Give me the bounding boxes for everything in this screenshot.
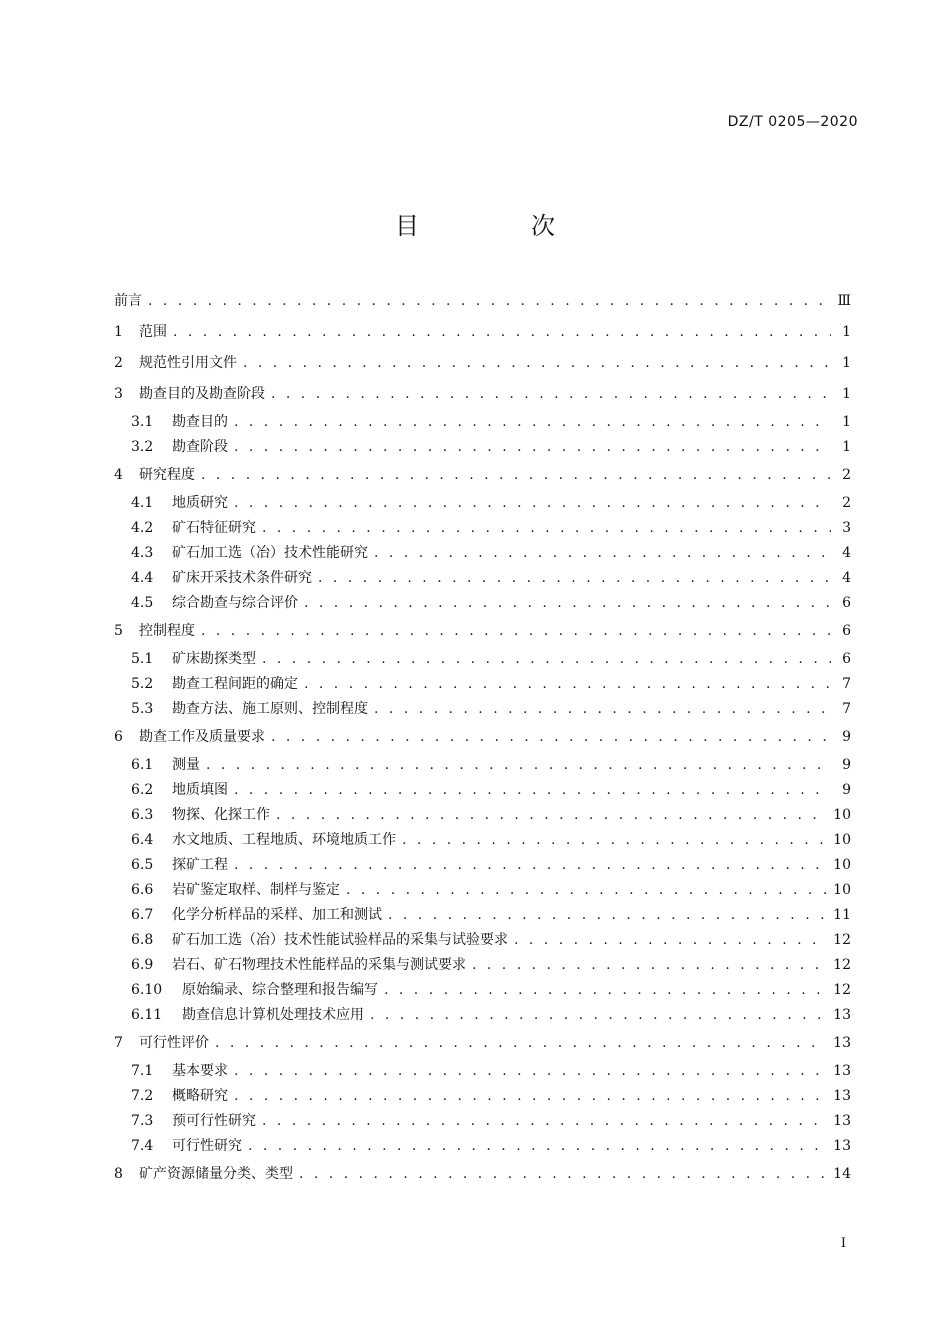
toc-entry-number: 4.3 [131, 545, 154, 561]
toc-entry-page: 9 [842, 757, 851, 773]
toc-entry-number: 5.1 [131, 651, 154, 667]
toc-entry-page: 1 [842, 414, 851, 430]
toc-entry-page: 13 [833, 1063, 851, 1079]
page-title: 目 次 [395, 212, 599, 240]
toc-entry-number: 5 [114, 623, 123, 639]
toc-dot-leader [243, 348, 831, 379]
toc-dot-leader [262, 647, 831, 672]
toc-subentry[interactable] [114, 778, 851, 803]
toc-dot-leader [384, 978, 827, 1003]
toc-dot-leader [271, 722, 831, 753]
toc-entry-page: 14 [833, 1166, 851, 1182]
toc-entry-title: 矿床开采技术条件研究 [172, 570, 312, 586]
toc-entry-title: 概略研究 [172, 1088, 228, 1104]
toc-entry-number: 4.2 [131, 520, 154, 536]
toc-subentry[interactable] [114, 803, 851, 828]
toc-entry-title: 岩矿鉴定取样、制样与鉴定 [172, 882, 340, 898]
toc-dot-leader [304, 672, 831, 697]
toc-entry-page: 13 [833, 1007, 851, 1023]
toc-entry-number: 4.1 [131, 495, 154, 511]
toc-entry-title: 地质填图 [172, 782, 228, 798]
toc-subentry[interactable] [114, 953, 851, 978]
toc-entry-number: 6.7 [131, 907, 154, 923]
toc-entry-title: 矿产资源储量分类、类型 [139, 1166, 293, 1182]
toc-entry-title: 矿石特征研究 [172, 520, 256, 536]
toc-subentry[interactable] [114, 853, 851, 878]
toc-entry-title: 物探、化探工作 [172, 807, 270, 823]
toc-entry[interactable] [114, 1028, 851, 1059]
toc-subentry[interactable] [114, 491, 851, 516]
toc-entry-number: 6.6 [131, 882, 154, 898]
toc-entry-title: 岩石、矿石物理技术性能样品的采集与测试要求 [172, 957, 466, 973]
toc-entry-title: 测量 [172, 757, 200, 773]
toc-entry-number: 4.4 [131, 570, 154, 586]
toc-dot-leader [248, 1134, 827, 1159]
table-of-contents [114, 286, 851, 1190]
toc-subentry[interactable] [114, 410, 851, 435]
toc-entry-number: 7.4 [131, 1138, 154, 1154]
toc-entry-number: 3 [114, 386, 123, 402]
toc-entry-page: 10 [833, 882, 851, 898]
toc-entry[interactable] [114, 460, 851, 491]
toc-dot-leader [201, 616, 831, 647]
toc-subentry[interactable] [114, 1109, 851, 1134]
toc-entry-page: 2 [842, 467, 851, 483]
toc-entry-page: 6 [842, 651, 851, 667]
toc-dot-leader [206, 753, 831, 778]
toc-entry-number: 4 [114, 467, 123, 483]
toc-dot-leader [388, 903, 827, 928]
toc-subentry[interactable] [114, 435, 851, 460]
toc-entry-title: 地质研究 [172, 495, 228, 511]
toc-entry-page: 2 [842, 495, 851, 511]
toc-entry-page: 6 [842, 595, 851, 611]
toc-subentry[interactable] [114, 1134, 851, 1159]
toc-entry-title: 基本要求 [172, 1063, 228, 1079]
toc-entry-page: 11 [833, 907, 851, 923]
toc-entry-page: Ⅲ [837, 293, 851, 309]
toc-dot-leader [234, 1084, 827, 1109]
toc-entry-title: 勘查阶段 [172, 439, 228, 455]
toc-entry-title: 水文地质、工程地质、环境地质工作 [172, 832, 396, 848]
toc-dot-leader [234, 435, 831, 460]
toc-entry-number: 6.9 [131, 957, 154, 973]
toc-entry-page: 6 [842, 623, 851, 639]
toc-subentry[interactable] [114, 903, 851, 928]
toc-entry-number: 6.8 [131, 932, 154, 948]
toc-entry-page: 10 [833, 857, 851, 873]
toc-entry-title: 控制程度 [139, 623, 195, 639]
toc-subentry[interactable] [114, 1003, 851, 1028]
toc-subentry[interactable] [114, 516, 851, 541]
toc-entry-page: 4 [842, 570, 851, 586]
toc-entry-number: 5.3 [131, 701, 154, 717]
toc-dot-leader [514, 928, 827, 953]
toc-entry-page: 12 [833, 957, 851, 973]
toc-subentry[interactable] [114, 1084, 851, 1109]
toc-entry-number: 6.5 [131, 857, 154, 873]
toc-entry-title: 矿床勘探类型 [172, 651, 256, 667]
toc-entry-number: 5.2 [131, 676, 154, 692]
toc-entry-title: 矿石加工选（冶）技术性能试验样品的采集与试验要求 [172, 932, 508, 948]
toc-subentry[interactable] [114, 828, 851, 853]
toc-entry[interactable] [114, 379, 851, 410]
toc-entry[interactable] [114, 286, 851, 317]
toc-entry-number: 3.2 [131, 439, 154, 455]
toc-dot-leader [234, 410, 831, 435]
toc-entry-number: 2 [114, 355, 123, 371]
toc-entry[interactable] [114, 317, 851, 348]
toc-subentry[interactable] [114, 878, 851, 903]
toc-dot-leader [374, 697, 831, 722]
toc-subentry[interactable] [114, 1059, 851, 1084]
toc-entry-title: 前言 [114, 293, 142, 309]
toc-subentry[interactable] [114, 978, 851, 1003]
toc-dot-leader [234, 778, 831, 803]
toc-dot-leader [304, 591, 831, 616]
toc-entry-title: 可行性研究 [172, 1138, 242, 1154]
toc-dot-leader [299, 1159, 827, 1190]
toc-entry-number: 7.1 [131, 1063, 154, 1079]
toc-entry-title: 探矿工程 [172, 857, 228, 873]
toc-dot-leader [234, 853, 827, 878]
toc-entry-title: 原始编录、综合整理和报告编写 [182, 982, 378, 998]
toc-entry-title: 综合勘查与综合评价 [172, 595, 298, 611]
toc-entry-number: 6.11 [131, 1007, 163, 1023]
toc-dot-leader [374, 541, 831, 566]
toc-entry-page: 10 [833, 832, 851, 848]
page-number: I [840, 1236, 846, 1251]
toc-entry-page: 12 [833, 982, 851, 998]
toc-entry-title: 范围 [139, 324, 167, 340]
toc-entry-title: 可行性评价 [139, 1035, 209, 1051]
toc-entry-page: 13 [833, 1138, 851, 1154]
toc-entry-page: 1 [842, 439, 851, 455]
toc-entry-number: 6 [114, 729, 123, 745]
toc-subentry[interactable] [114, 591, 851, 616]
toc-dot-leader [402, 828, 827, 853]
toc-dot-leader [234, 491, 831, 516]
toc-subentry[interactable] [114, 928, 851, 953]
toc-dot-leader [262, 516, 831, 541]
toc-entry-page: 7 [842, 701, 851, 717]
toc-entry-title: 勘查目的及勘查阶段 [139, 386, 265, 402]
toc-entry-page: 13 [833, 1035, 851, 1051]
toc-subentry[interactable] [114, 566, 851, 591]
toc-subentry[interactable] [114, 647, 851, 672]
toc-entry-number: 6.1 [131, 757, 154, 773]
toc-dot-leader [215, 1028, 827, 1059]
toc-dot-leader [148, 286, 831, 317]
toc-entry-number: 8 [114, 1166, 123, 1182]
toc-dot-leader [262, 1109, 827, 1134]
toc-dot-leader [276, 803, 827, 828]
toc-subentry[interactable] [114, 697, 851, 722]
toc-entry-page: 13 [833, 1088, 851, 1104]
toc-entry-title: 预可行性研究 [172, 1113, 256, 1129]
toc-dot-leader [201, 460, 831, 491]
toc-entry-page: 3 [842, 520, 851, 536]
toc-dot-leader [318, 566, 831, 591]
toc-subentry[interactable] [114, 541, 851, 566]
toc-entry-page: 7 [842, 676, 851, 692]
toc-entry-title: 勘查目的 [172, 414, 228, 430]
standard-code: DZ/T 0205—2020 [727, 114, 858, 130]
toc-entry-number: 7.2 [131, 1088, 154, 1104]
toc-entry-number: 6.4 [131, 832, 154, 848]
toc-entry[interactable] [114, 722, 851, 753]
toc-entry-number: 1 [114, 324, 123, 340]
toc-entry-number: 3.1 [131, 414, 154, 430]
toc-entry-title: 规范性引用文件 [139, 355, 237, 371]
toc-dot-leader [234, 1059, 827, 1084]
toc-entry-page: 10 [833, 807, 851, 823]
toc-entry-title: 化学分析样品的采样、加工和测试 [172, 907, 382, 923]
toc-entry-title: 勘查工程间距的确定 [172, 676, 298, 692]
toc-entry-title: 勘查方法、施工原则、控制程度 [172, 701, 368, 717]
toc-entry-title: 勘查信息计算机处理技术应用 [182, 1007, 364, 1023]
toc-entry-number: 7.3 [131, 1113, 154, 1129]
toc-subentry[interactable] [114, 753, 851, 778]
toc-entry-page: 1 [842, 355, 851, 371]
toc-entry-title: 研究程度 [139, 467, 195, 483]
toc-entry-number: 6.10 [131, 982, 163, 998]
toc-entry-number: 6.3 [131, 807, 154, 823]
toc-entry-page: 13 [833, 1113, 851, 1129]
toc-entry-page: 4 [842, 545, 851, 561]
toc-entry-page: 1 [842, 386, 851, 402]
toc-entry-title: 勘查工作及质量要求 [139, 729, 265, 745]
toc-entry-title: 矿石加工选（冶）技术性能研究 [172, 545, 368, 561]
toc-entry-page: 1 [842, 324, 851, 340]
toc-dot-leader [370, 1003, 827, 1028]
toc-entry[interactable] [114, 348, 851, 379]
toc-entry-page: 12 [833, 932, 851, 948]
toc-entry[interactable] [114, 1159, 851, 1190]
toc-subentry[interactable] [114, 672, 851, 697]
toc-dot-leader [472, 953, 827, 978]
toc-entry[interactable] [114, 616, 851, 647]
toc-entry-page: 9 [842, 782, 851, 798]
toc-dot-leader [271, 379, 831, 410]
toc-dot-leader [173, 317, 831, 348]
toc-entry-page: 9 [842, 729, 851, 745]
toc-entry-number: 4.5 [131, 595, 154, 611]
toc-entry-number: 7 [114, 1035, 123, 1051]
toc-dot-leader [346, 878, 827, 903]
toc-entry-number: 6.2 [131, 782, 154, 798]
